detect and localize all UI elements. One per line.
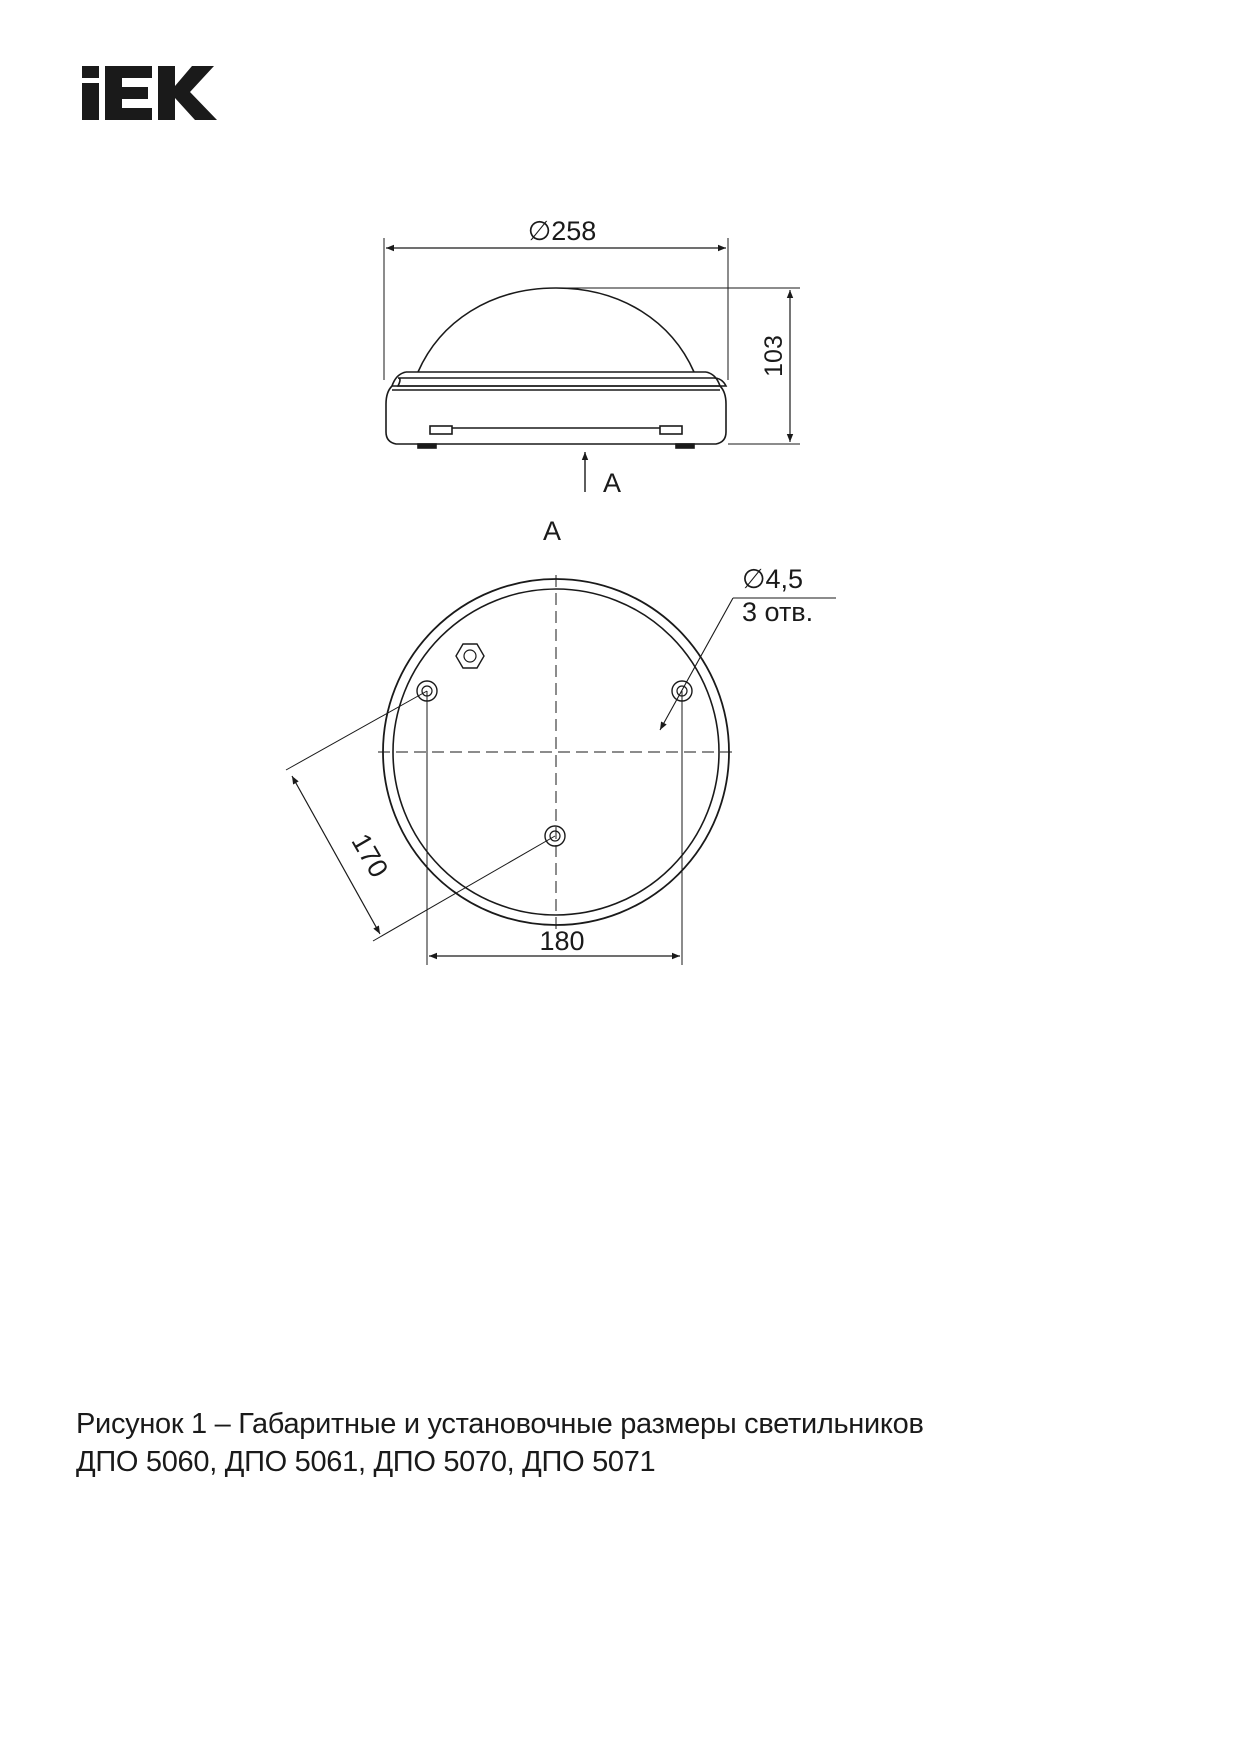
diagonal-dim-label: 170 (345, 828, 395, 883)
caption-line-2: ДПО 5060, ДПО 5061, ДПО 5070, ДПО 5071 (76, 1446, 656, 1478)
diameter-label: ∅258 (527, 216, 597, 246)
horizontal-dim-label: 180 (539, 926, 585, 956)
dome-outline (418, 288, 694, 372)
nut-icon (456, 644, 484, 668)
height-label: 103 (760, 335, 788, 377)
rim-top (398, 378, 726, 386)
side-view (384, 238, 800, 492)
hole-diameter-label: ∅4,5 (742, 564, 804, 594)
caption-line-1: Рисунок 1 – Габаритные и установочные размеры светильников (76, 1408, 924, 1440)
hole-count-label: 3 отв. (742, 597, 814, 627)
hole-leader-line (660, 598, 733, 730)
view-title: A (542, 516, 562, 546)
base-body (386, 386, 726, 444)
view-arrow-label: A (602, 468, 622, 498)
bottom-view (286, 575, 836, 965)
figure-caption (76, 1405, 1176, 1481)
